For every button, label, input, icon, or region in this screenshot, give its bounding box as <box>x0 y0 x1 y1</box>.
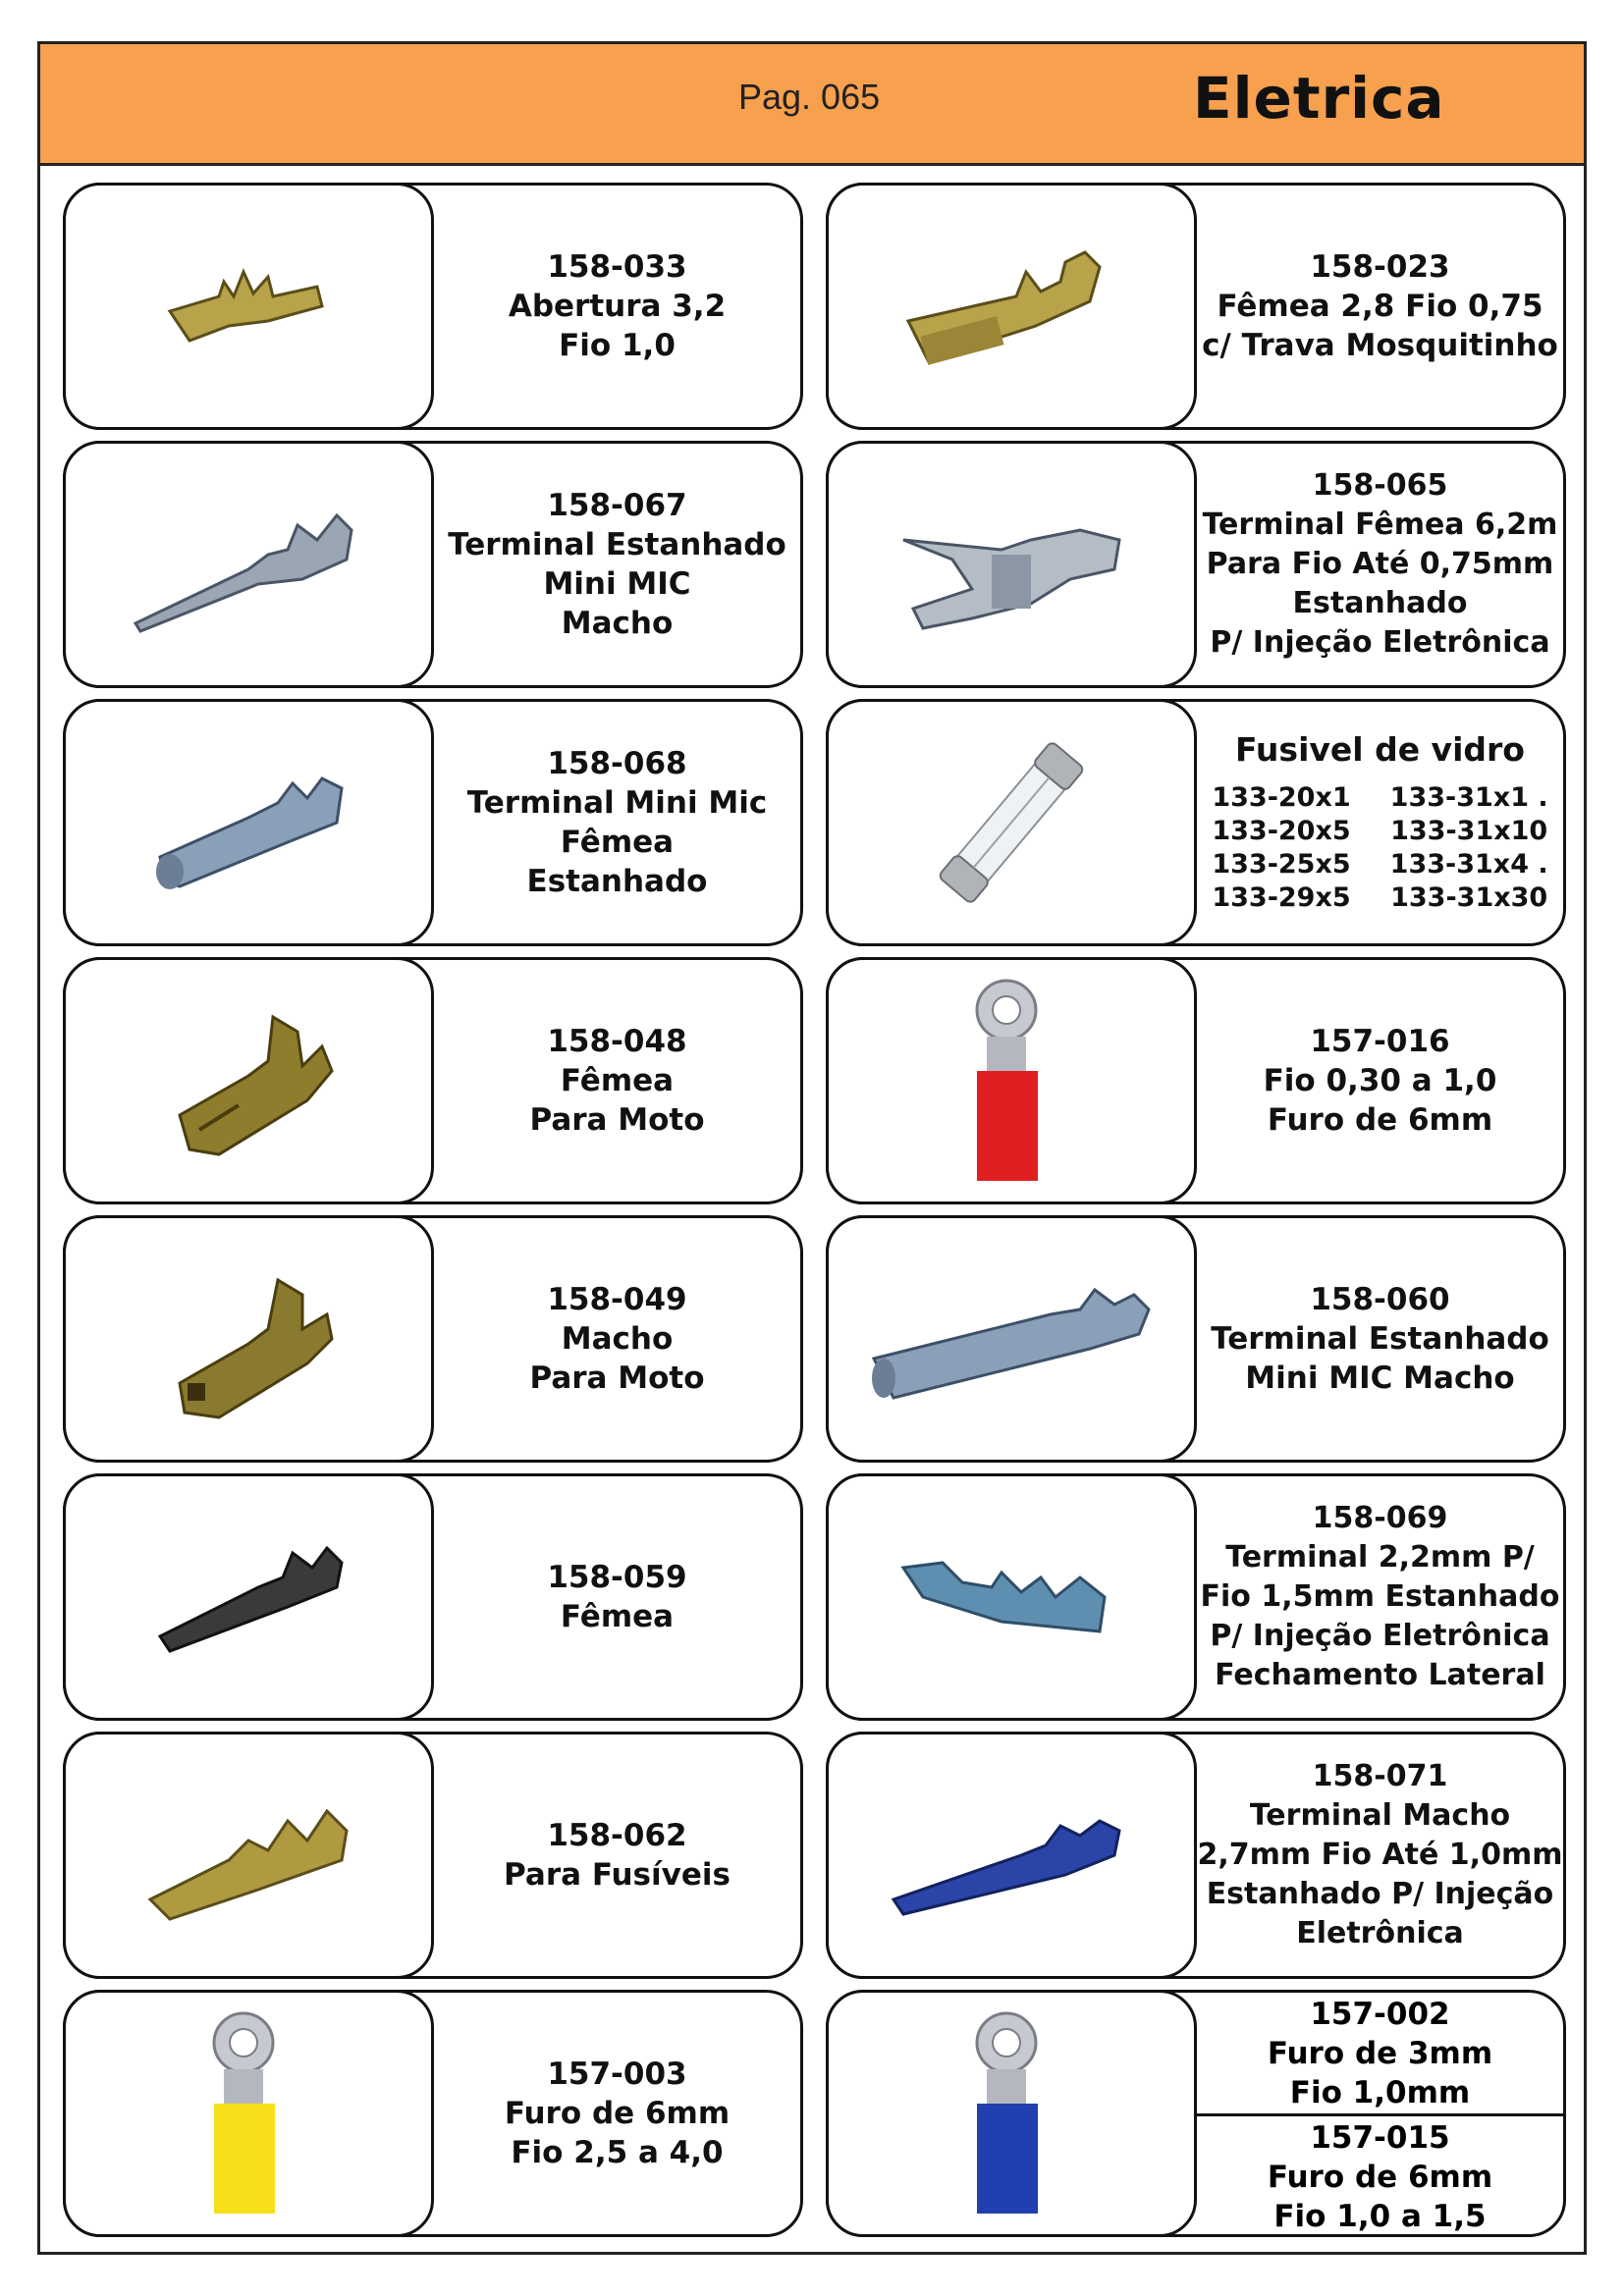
fuse-code-grid <box>1212 781 1547 915</box>
male-terminal-blue-icon <box>826 1732 1197 1979</box>
glass-fuse-icon <box>826 699 1197 946</box>
product-card-157-016 <box>826 957 1566 1204</box>
fuse-code: 133-31x1 . <box>1389 782 1548 813</box>
product-card-158-065 <box>826 441 1566 688</box>
product-desc-line: 2,7mm Fio Até 1,0mm <box>1197 1838 1563 1872</box>
product-desc-line: Fêmea <box>560 825 675 860</box>
fuse-code: 133-31x10 <box>1390 816 1548 846</box>
product-desc-line: Furo de 6mm <box>504 2096 731 2131</box>
fuse-terminal-icon <box>63 1732 434 1979</box>
product-desc-line: Estanhado P/ Injeção <box>1206 1877 1554 1911</box>
product-card-158-068 <box>63 699 803 946</box>
female-mini-mic-icon <box>63 699 434 946</box>
product-desc-line: Macho <box>561 1321 674 1357</box>
product-desc-line: Furo de 6mm <box>1267 2159 1493 2195</box>
product-desc-line: Fio 1,5mm Estanhado <box>1200 1579 1560 1614</box>
product-card-158-059 <box>63 1473 803 1721</box>
product-code: 158-067 <box>547 488 687 523</box>
product-code: 157-003 <box>547 2056 687 2092</box>
product-desc-line: Fio 1,0 <box>559 328 676 363</box>
product-code: 158-062 <box>547 1818 687 1853</box>
product-desc-line: P/ Injeção Eletrônica <box>1210 1619 1550 1653</box>
product-desc-line: Para Fusíveis <box>504 1857 731 1893</box>
side-closing-terminal-icon <box>826 1473 1197 1721</box>
product-desc-line: Fio 1,0mm <box>1289 2074 1471 2110</box>
product-card-158-033 <box>63 183 803 430</box>
product-card-158-049 <box>63 1215 803 1463</box>
product-desc-line: P/ Injeção Eletrônica <box>1210 625 1550 660</box>
product-code: 158-065 <box>1312 468 1448 503</box>
female-terminal-icon <box>826 183 1197 430</box>
product-code: 158-049 <box>547 1282 687 1317</box>
product-card-158-062 <box>63 1732 803 1979</box>
product-card-158-071 <box>826 1732 1566 1979</box>
product-desc-line: Abertura 3,2 <box>508 289 727 324</box>
product-code: 158-059 <box>547 1560 687 1595</box>
product-card-158-069 <box>826 1473 1566 1721</box>
product-desc-line: Fêmea 2,8 Fio 0,75 <box>1217 289 1543 324</box>
female-terminal-tin-icon <box>826 441 1197 688</box>
product-code: 158-071 <box>1312 1759 1448 1793</box>
page-number: Pag. 065 <box>738 77 881 117</box>
product-desc-line: Terminal 2,2mm P/ <box>1225 1540 1535 1575</box>
ring-terminal-yellow-icon <box>63 1990 434 2237</box>
product-desc-line: Furo de 3mm <box>1267 2035 1493 2071</box>
product-desc-line: c/ Trava Mosquitinho <box>1202 328 1558 363</box>
product-desc-line: Terminal Estanhado <box>448 527 786 562</box>
fuse-title: Fusivel de vidro <box>1235 730 1525 769</box>
product-desc-line: Para Moto <box>529 1361 705 1396</box>
product-desc-line: Estanhado <box>1292 586 1468 620</box>
product-desc-line: Macho <box>561 606 674 641</box>
product-desc-line: Mini MIC Macho <box>1245 1361 1515 1396</box>
product-desc-line: Terminal Estanhado <box>1211 1321 1549 1357</box>
product-desc-line: Eletrônica <box>1296 1916 1464 1950</box>
fuse-code: 133-29x5 <box>1212 882 1351 913</box>
product-card-158-067 <box>63 441 803 688</box>
product-card-157-002-157-015 <box>826 1990 1566 2237</box>
product-desc-line: Mini MIC <box>543 566 691 602</box>
fuse-code: 133-25x5 <box>1212 849 1351 880</box>
product-desc-line: Terminal Mini Mic <box>466 785 768 821</box>
product-card-157-003 <box>63 1990 803 2237</box>
male-moto-terminal-icon <box>63 1215 434 1463</box>
product-code: 158-033 <box>547 249 687 285</box>
product-desc-line: Furo de 6mm <box>1267 1102 1493 1138</box>
product-card-158-060 <box>826 1215 1566 1463</box>
fork-terminal-icon <box>63 183 434 430</box>
ring-terminal-red-icon <box>826 957 1197 1204</box>
product-code: 158-048 <box>547 1024 687 1059</box>
product-code: 158-069 <box>1312 1501 1448 1535</box>
fuse-code: 133-20x5 <box>1212 816 1351 846</box>
product-code: 158-060 <box>1310 1282 1450 1317</box>
product-desc-line: Para Fio Até 0,75mm <box>1206 547 1554 581</box>
product-code: 158-068 <box>547 746 687 781</box>
product-desc-line: Terminal Macho <box>1249 1798 1511 1833</box>
ring-terminal-blue-icon <box>826 1990 1197 2237</box>
product-desc-line: Fio 0,30 a 1,0 <box>1263 1063 1497 1098</box>
product-code: 157-016 <box>1310 1024 1450 1059</box>
female-moto-terminal-icon <box>63 957 434 1204</box>
split-bottom <box>1197 2113 1563 2237</box>
fuse-code: 133-31x4 . <box>1389 849 1548 880</box>
product-desc-line: Fechamento Lateral <box>1215 1658 1545 1692</box>
product-desc-line: Fio 1,0 a 1,5 <box>1273 2198 1487 2234</box>
fuse-code: 133-20x1 <box>1212 782 1351 813</box>
product-code: 157-002 <box>1310 1996 1450 2032</box>
male-pin-terminal-icon <box>63 441 434 688</box>
fuse-code: 133-31x30 <box>1390 882 1548 913</box>
product-desc-line: Fêmea <box>560 1599 675 1634</box>
product-desc-line: Fêmea <box>560 1063 675 1098</box>
split-top <box>1197 1993 1563 2113</box>
section-title: Eletrica <box>1193 65 1445 132</box>
product-desc-line: Fio 2,5 a 4,0 <box>511 2135 724 2170</box>
product-code: 158-023 <box>1310 249 1450 285</box>
product-card-glass-fuse <box>826 699 1566 946</box>
product-desc-line: Estanhado <box>526 864 708 899</box>
product-desc-line: Terminal Fêmea 6,2m <box>1202 507 1558 542</box>
female-dark-terminal-icon <box>63 1473 434 1721</box>
product-card-158-048 <box>63 957 803 1204</box>
product-card-158-023 <box>826 183 1566 430</box>
product-code: 157-015 <box>1310 2119 1450 2156</box>
product-desc-line: Para Moto <box>529 1102 705 1138</box>
male-mini-mic-icon <box>826 1215 1197 1463</box>
